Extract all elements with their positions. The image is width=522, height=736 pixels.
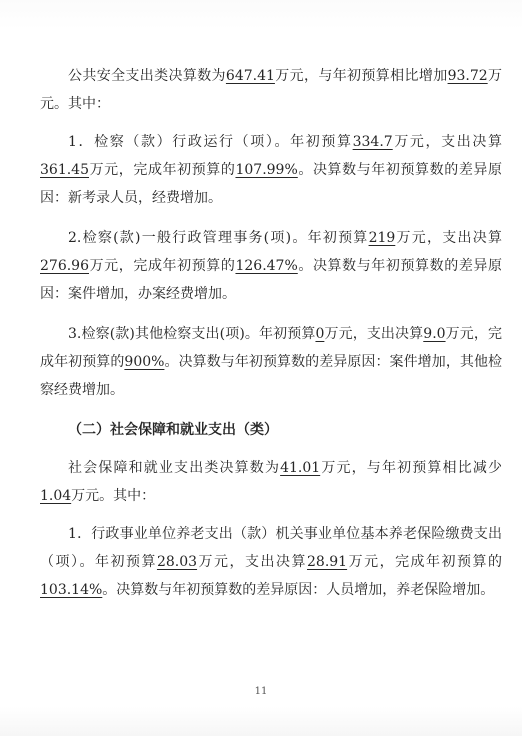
text: 万元。其中：: [40, 68, 503, 112]
text: 。决算数与年初预算数的差异原因：新考录人员，经费增加。: [40, 162, 502, 206]
completion-rate: 126.47%: [235, 258, 298, 274]
text: 。决算数与年初预算数的差异原因：人员增加，养老保险增加。: [102, 582, 495, 598]
text: 3.检察(款)其他检察支出(项)。年初预算: [68, 326, 316, 342]
completion-rate: 103.14%: [40, 582, 103, 598]
completion-rate: 900%: [124, 354, 165, 370]
social-security-summary-paragraph: [40, 454, 502, 510]
text: 1．行政事业单位养老支出（款）机关事业单位基本养老保险缴费支出（项）。年初预算: [40, 526, 502, 570]
amount-total: 41.01: [280, 460, 321, 476]
text: 万元，完成年初预算的: [89, 162, 236, 178]
text: 万元，支出决算: [197, 554, 307, 570]
text: 万元，支出决算: [395, 230, 502, 246]
amount-budget: 219: [368, 230, 396, 246]
text: 万元，支出决算: [324, 326, 424, 342]
text: 万元，支出决算: [392, 134, 503, 150]
completion-rate: 107.99%: [235, 162, 298, 178]
text: 。决算数与年初预算数的差异原因：案件增加，办案经费增加。: [40, 258, 502, 302]
amount-decrease: 1.04: [40, 488, 72, 504]
amount-budget: 28.03: [156, 554, 198, 570]
amount-actual: 361.45: [40, 162, 89, 178]
section-heading-social-security: （二）社会保障和就业支出（类）: [68, 422, 278, 438]
amount-increase: 93.72: [447, 68, 488, 84]
text: 。决算数与年初预算数的差异原因：案件增加，其他检察经费增加。: [40, 354, 503, 398]
amount-actual: 9.0: [423, 326, 446, 342]
text: 万元，与年初预算相比减少: [320, 460, 503, 476]
text: 万元。其中：: [71, 488, 156, 504]
amount-budget: 0: [315, 326, 325, 342]
text: 万元，完成年初预算的: [89, 258, 236, 274]
text: 万元，与年初预算相比增加: [274, 68, 448, 84]
item-procuratorate-administration-paragraph: [40, 128, 502, 212]
text: 2.检察(款)一般行政管理事务(项)。年初预算: [68, 230, 369, 246]
text: 万元，完成年初预算的: [40, 326, 502, 370]
amount-budget: 334.7: [352, 134, 393, 150]
text: 万元，完成年初预算的: [347, 554, 503, 570]
document-body: [40, 62, 502, 616]
amount-actual: 276.96: [40, 258, 89, 274]
item-other-procuratorial-paragraph: [40, 320, 502, 404]
text: 1．检察（款）行政运行（项）。年初预算: [68, 134, 353, 150]
text: 社会保障和就业支出类决算数为: [68, 460, 281, 476]
item-pension-insurance-paragraph: [40, 520, 502, 604]
item-general-admin-affairs-paragraph: [40, 224, 502, 308]
text: 公共安全支出类决算数为: [68, 68, 226, 84]
public-security-summary-paragraph: [40, 62, 502, 118]
amount-actual: 28.91: [307, 554, 348, 570]
page-number: 11: [254, 686, 268, 697]
amount-total: 647.41: [225, 68, 275, 84]
